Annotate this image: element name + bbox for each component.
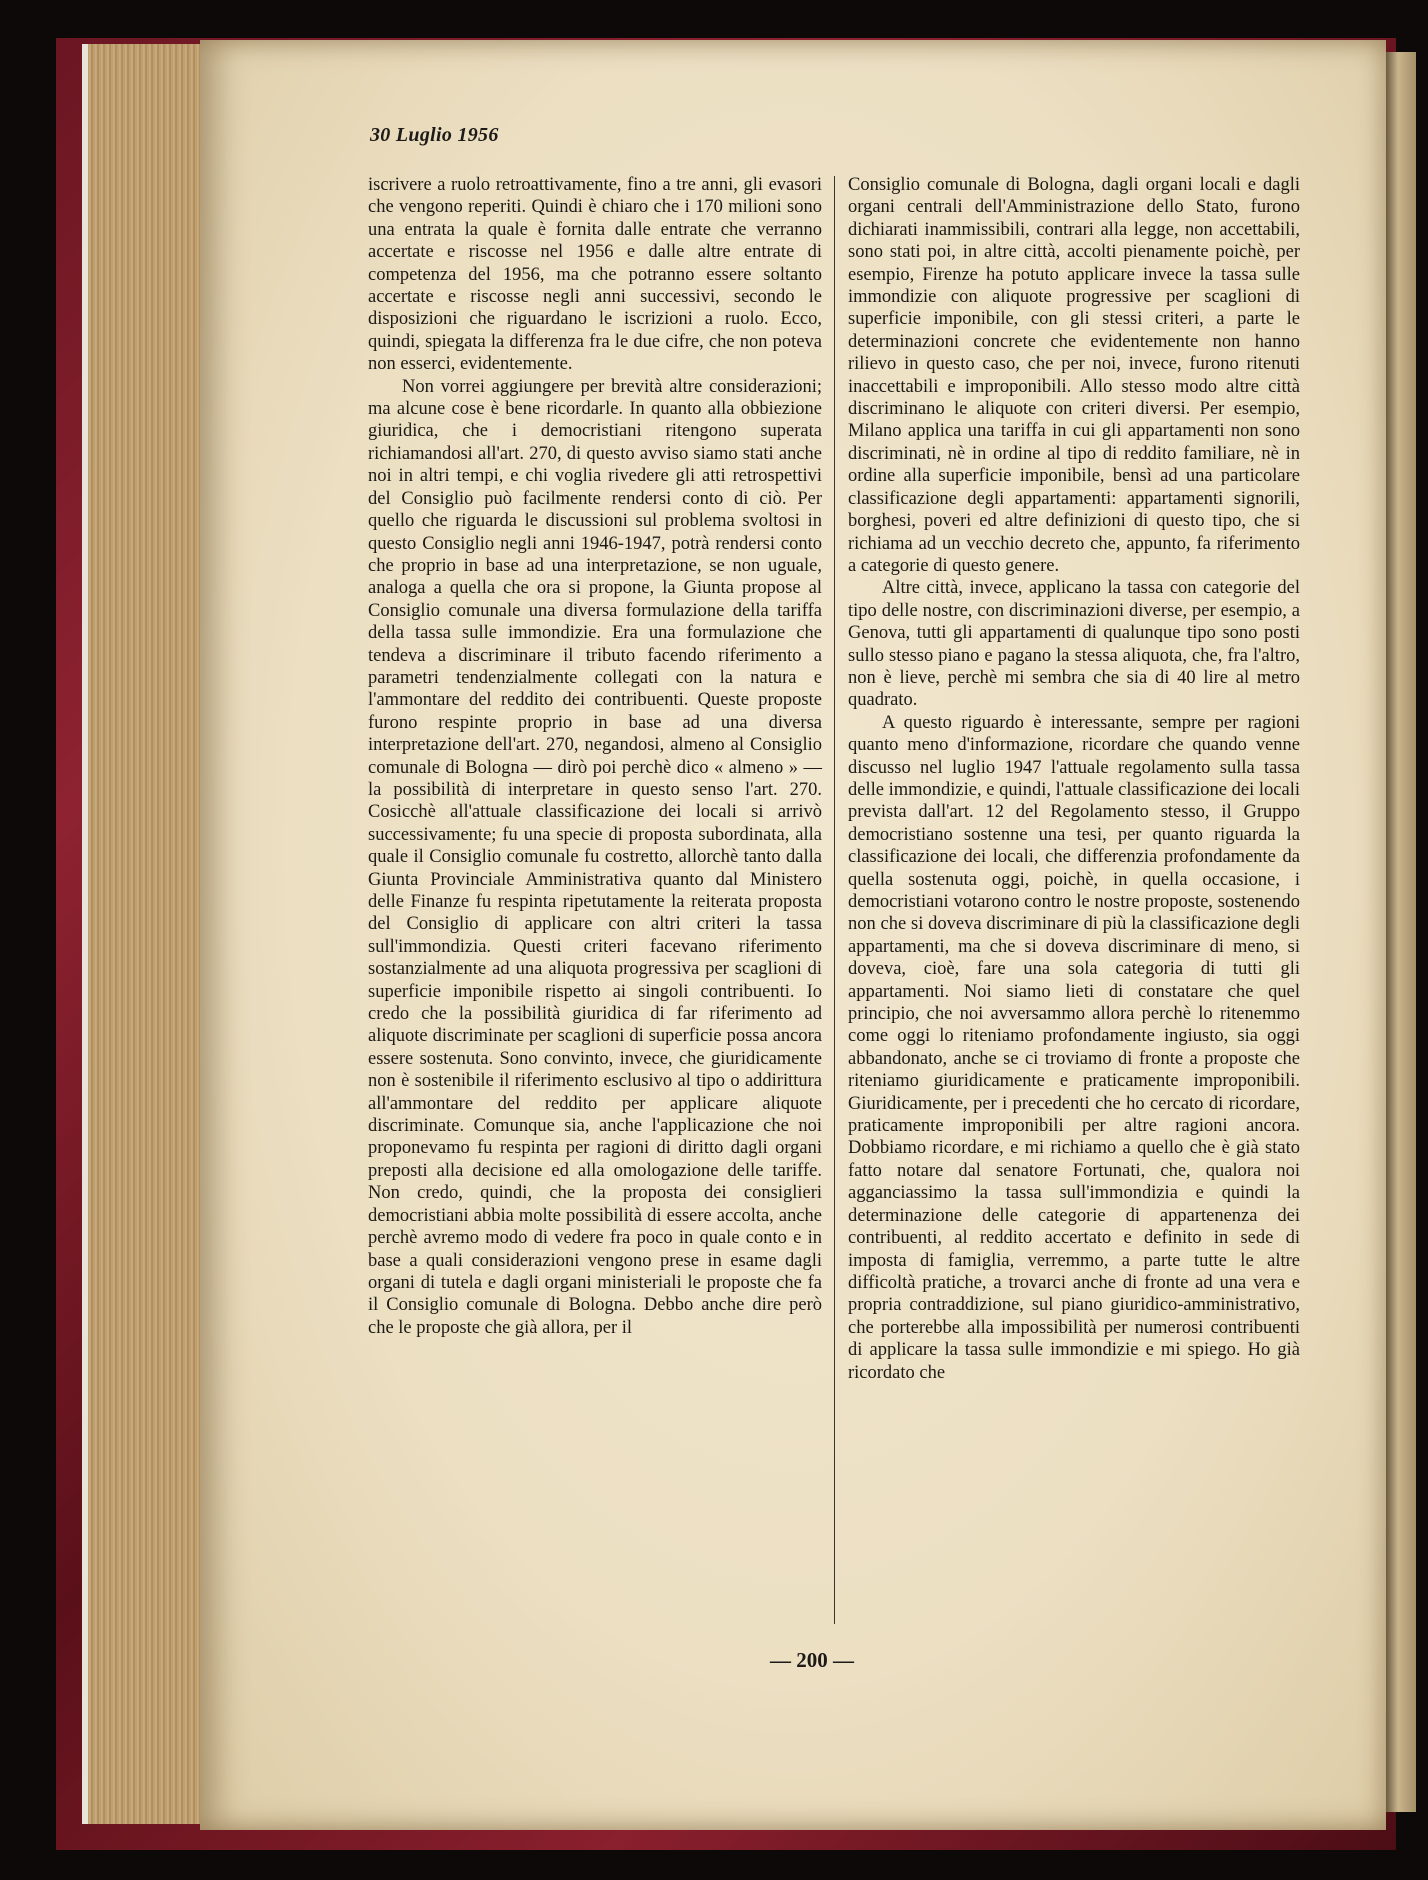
paragraph: A questo riguardo è interessante, sempre per ragioni quanto meno d'informazione, ricordare che quando venne discusso nel luglio 1947 l'attuale regolamento sulla tassa delle immondizie, e quindi, l'attuale classificazione dei locali prevista dall'art. 12 del Regolamento stesso, il Gruppo democristiano sostenne una tesi, per quanto riguarda la classificazione dei locali, che differenzia profondamente da quella sostenuta oggi, poichè, in quella occasione, i democristiani votarono contro le nostre proposte, sostenendo non che si doveva discriminare di più la classificazione degli appartamenti, ma che si doveva discriminare di meno, si doveva, cioè, fare una sola categoria di tutti gli appartamenti. Noi siamo lieti di constatare che quel principio, che noi avversammo allora perchè lo ritenemmo come oggi lo riteniamo profondamente ingiusto, sia oggi abbandonato, anche se ci troviamo di fronte a proposte che riteniamo giuridicamente e praticamente improponibili. Giuridicamente, per i precedenti che ho cercato di ricordare, praticamente improponibili per altre ragioni ancora. Dobbiamo ricordare, e mi richiamo a quello che è già stato fatto notare dal senatore Fortunati, che, qualora noi agganciassimo la tassa sull'immondizia e quindi la determinazione delle categorie di appartenenza dei contribuenti, al reddito accertato e definito in sede di imposta di famiglia, verremmo, a parte tutte le altre difficoltà pratiche, a trovarci anche di fronte ad una vera e propria contraddizione, sul piano giuridico-amministrativo, che porterebbe alla impossibilità per numerosi contribuenti di applicare la tassa sulle immondizie e mi spiego. Ho già ricordato che: [848, 712, 1300, 1383]
right-text-column: [848, 174, 1300, 1384]
page-header-date: 30 Luglio 1956: [370, 124, 499, 146]
paragraph: Non vorrei aggiungere per brevità altre considerazioni; ma alcune cose è bene ricordarle. In quanto alla obbiezione giuridica, che i democristiani ritengono superata richiamandosi all'art. 270, di questo avviso siamo stati anche noi in altri tempi, e chi voglia rivedere gli atti retrospettivi del Consiglio può facilmente rendersi conto di ciò. Per quello che riguarda le discussioni sul problema svoltosi in questo Consiglio negli anni 1946-1947, potrà rendersi conto che proprio in base ad una interpretazione, se non uguale, analoga a quella che ora si propone, la Giunta propose al Consiglio comunale una diversa formulazione della tariffa della tassa sulle immondizie. Era una formulazione che tendeva a discriminare il tributo facendo riferimento a parametri tendenzialmente collegati con la natura e l'ammontare del reddito dei contribuenti. Queste proposte furono respinte proprio in base ad una diversa interpretazione dell'art. 270, negandosi, almeno al Consiglio comunale di Bologna — dirò poi perchè dico « almeno » — la possibilità di interpretare in questo senso l'art. 270. Cosicchè all'attuale classificazione dei locali si arrivò successivamente; fu una specie di proposta subordinata, alla quale il Consiglio comunale fu costretto, allorchè tanto dalla Giunta Provinciale Amministrativa quanto dal Ministero delle Finanze fu respinta ripetutamente la reiterata proposta del Consiglio di applicare con altri criteri la tassa sull'immondizia. Questi criteri facevano riferimento sostanzialmente ad una aliquota progressiva per scaglioni di superficie imponibile rispetto ai singoli contribuenti. Io credo che la possibilità giuridica di far riferimento ad aliquote discriminate per scaglioni di superficie possa ancora essere sostenuta. Sono convinto, invece, che giuridicamente non è sostenibile il riferimento esclusivo al tipo o addirittura all'ammontare del reddito per applicare aliquote discriminate. Comunque sia, anche l'applicazione che noi proponevamo fu respinta per ragioni di diritto dagli organi preposti alla decisione ed alla omologazione delle tariffe. Non credo, quindi, che la proposta dei consiglieri democristiani abbia molte possibilità di essere accolta, anche perchè avremo modo di vedere fra poco in quale conto e in base a quali considerazioni vengono prese in esame dagli organi di tutela e dagli organi ministeriali le proposte che fa il Consiglio comunale di Bologna. Debbo anche dire però che le proposte che già allora, per il: [368, 376, 822, 1338]
paragraph: iscrivere a ruolo retroattivamente, fino a tre anni, gli evasori che vengono reperiti. Quindi è chiaro che i 170 milioni sono una entrata la quale è fornita dalle entrate che verranno accertate e riscosse nel 1956 e dalle altre entrate di competenza del 1956, ma che potranno essere soltanto accertate e riscosse negli anni successivi, secondo le disposizioni che riguardano le iscrizioni a ruolo. Ecco, quindi, spiegata la differenza fra le due cifre, che non poteva non esserci, evidentemente.: [368, 175, 822, 375]
paragraph: Altre città, invece, applicano la tassa con categorie del tipo delle nostre, con discriminazioni diverse, per esempio, a Genova, tutti gli appartamenti di qualunque tipo sono posti sullo stesso piano e pagano la stessa aliquota, che, fra l'altro, non è lieve, perchè mi sembra che sia di 40 lire al metro quadrato.: [848, 578, 1300, 711]
page-edges: [82, 44, 214, 1824]
next-page-edge: [1386, 52, 1416, 1812]
column-divider: [834, 176, 835, 1624]
page-number: — 200 —: [770, 1648, 854, 1672]
left-text-column: [368, 174, 822, 1339]
paragraph: Consiglio comunale di Bologna, dagli organi locali e dagli organi centrali dell'Amministrazione dello Stato, furono dichiarati inammissibili, contrari alla legge, non accettabili, sono stati poi, in altre città, accolti pienamente poichè, per esempio, Firenze ha potuto applicare invece la tassa sulle immondizie con aliquote progressive per scaglioni di superficie imponibile, con gli stessi criteri, a parte le determinazioni concrete che evidentemente non hanno rilievo in questo caso, che per noi, invece, furono ritenuti inaccettabili e improponibili. Allo stesso modo altre città discriminano le aliquote con criteri diversi. Per esempio, Milano applica una tariffa in cui gli appartamenti non sono discriminati, nè in ordine al tipo di reddito familiare, nè in ordine alla superficie imponibile, bensì ad una particolare classificazione degli appartamenti: appartamenti signorili, borghesi, poveri ed altre definizioni di questo tipo, che si richiama ad un vecchio decreto che, appunto, fa riferimento a categorie di questo genere.: [848, 175, 1300, 576]
